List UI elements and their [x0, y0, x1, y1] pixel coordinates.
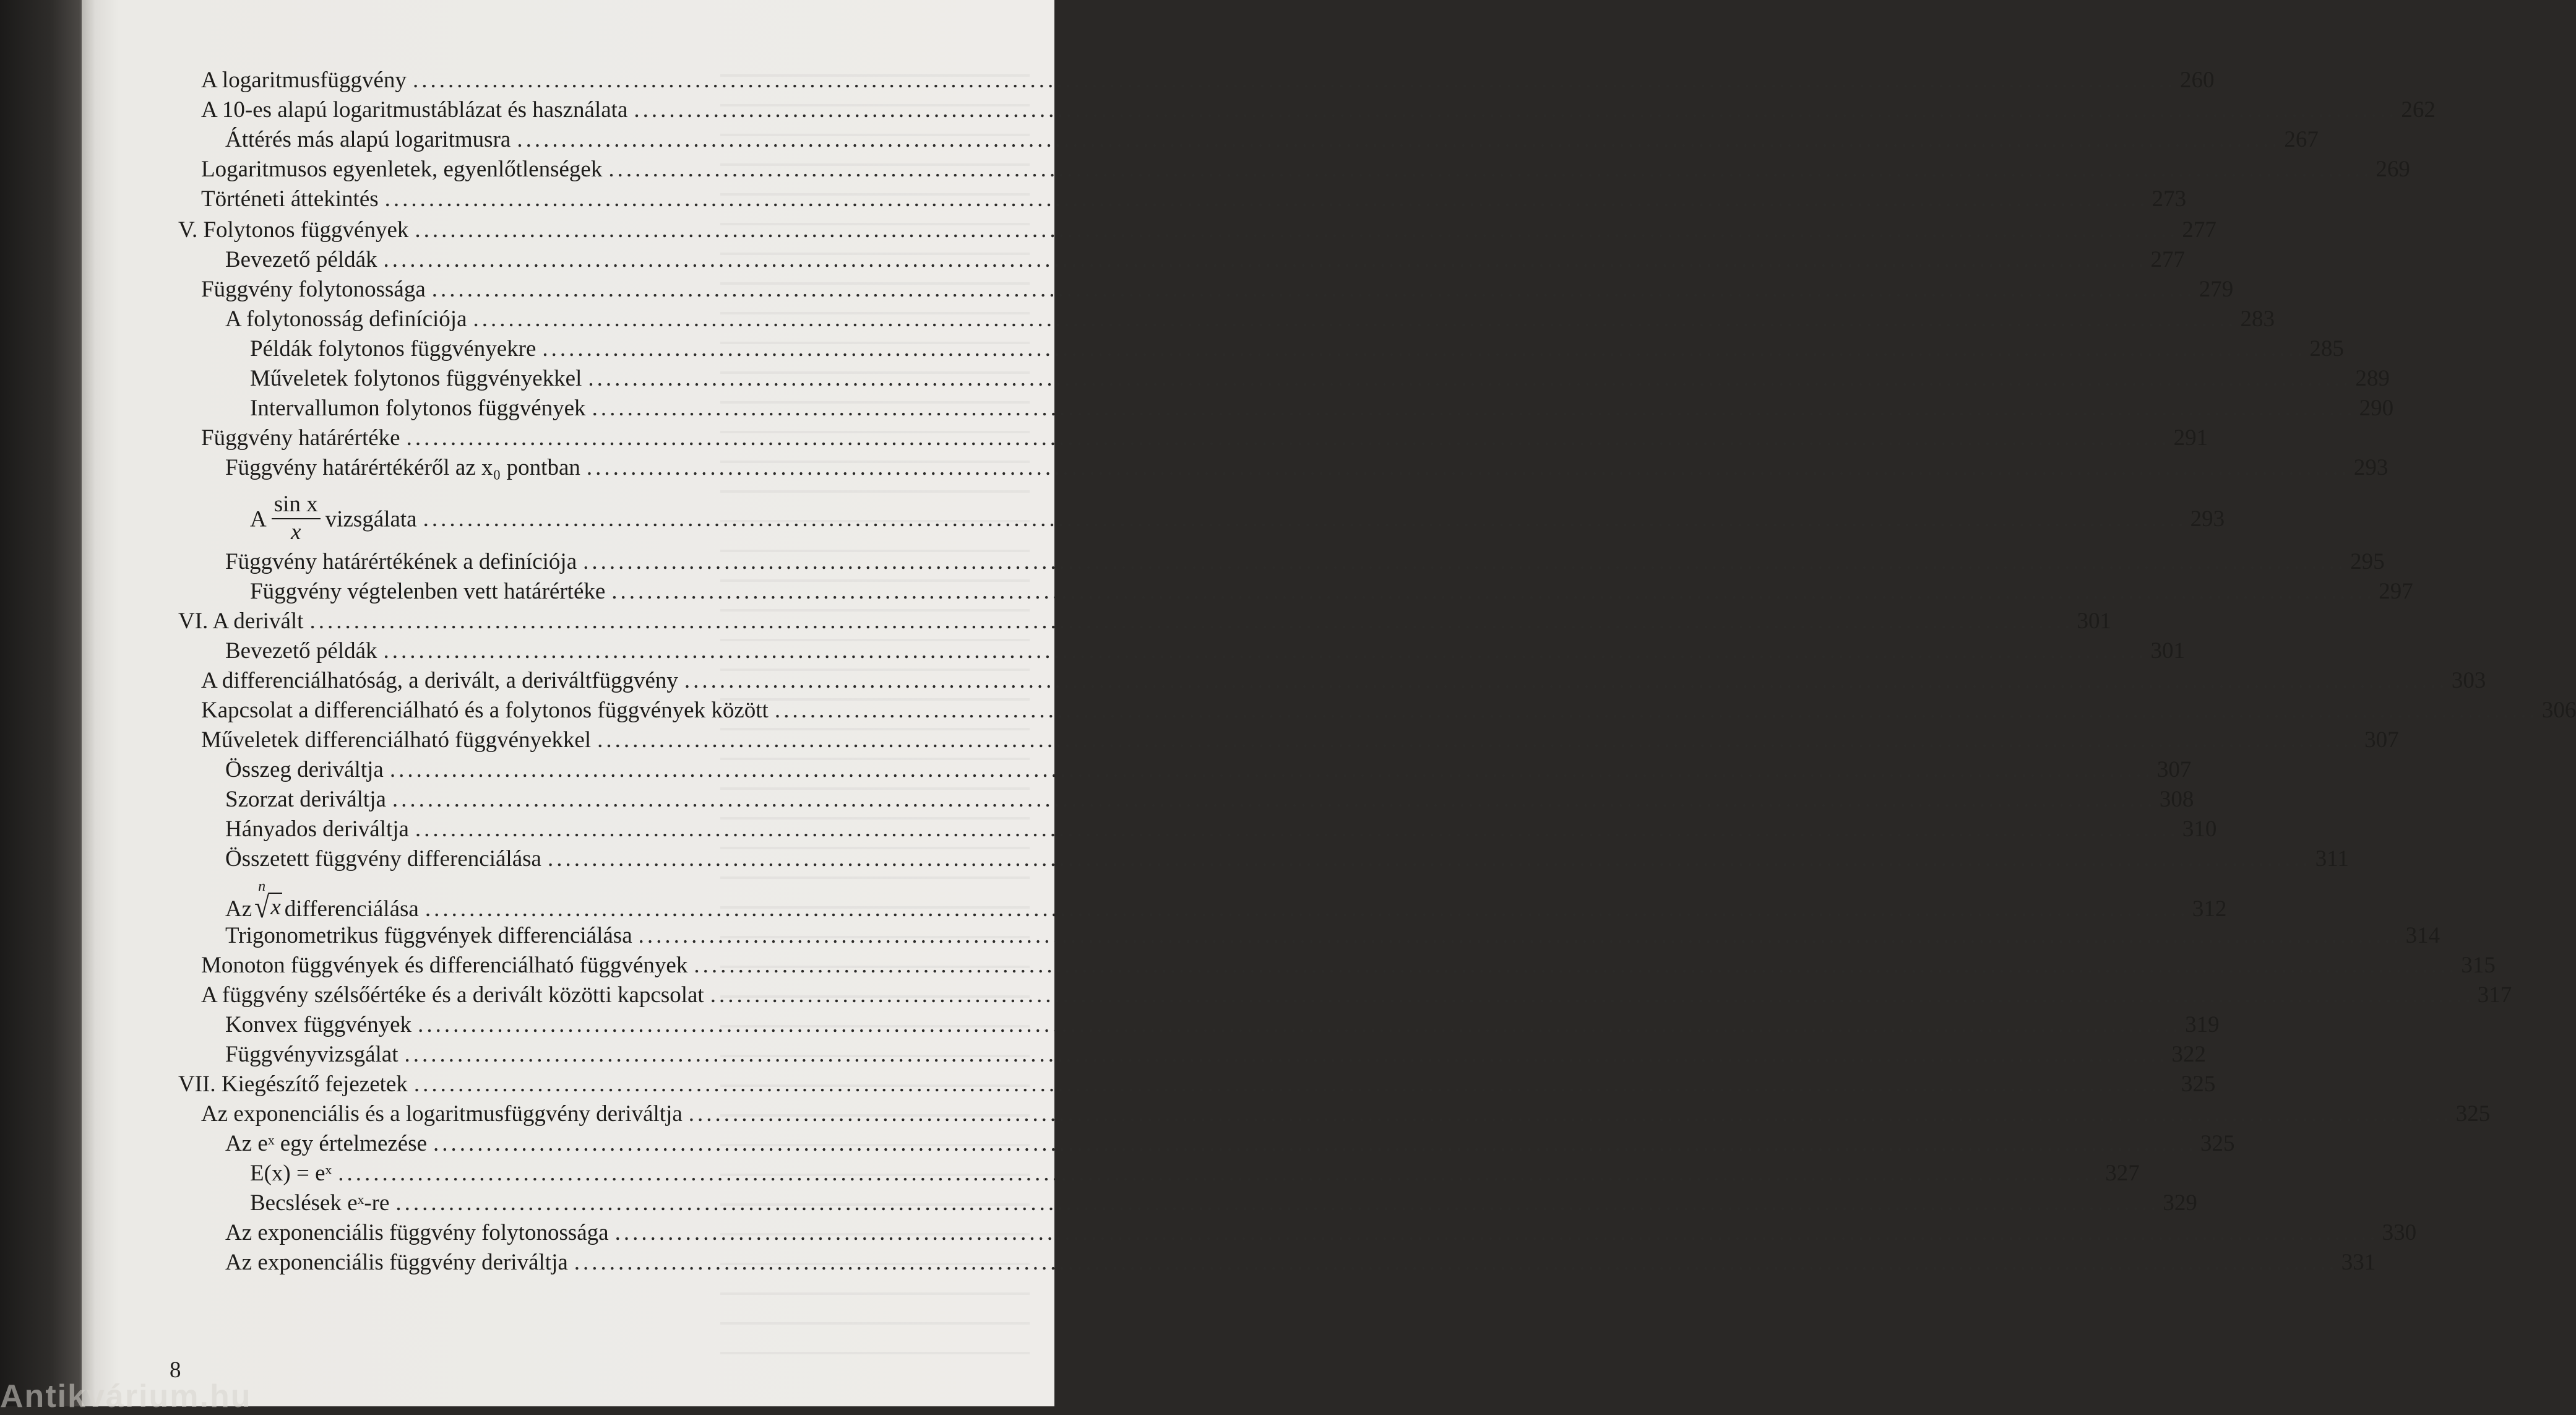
toc-entry-title: E(x) = eˣ: [250, 1161, 332, 1186]
toc-entry: [201, 1101, 2491, 1128]
toc-entry-title: Műveletek differenciálható függvényekkel: [201, 727, 592, 753]
toc-entry-page: 317: [2477, 982, 2512, 1008]
toc-entry-title: Függvény végtelenben vett határértéke: [250, 579, 606, 604]
leader-dots: ........................................................................................................................................................................................................: [412, 67, 2176, 93]
toc-entry: [201, 982, 2512, 1009]
toc-entry: [225, 306, 2275, 333]
toc-entry-page: 301: [2150, 638, 2186, 664]
leader-dots: ........................................................................................................................................................................................................: [413, 1071, 2178, 1097]
leader-dots: ........................................................................................................................................................................................................: [404, 1042, 2168, 1067]
toc-entry-title: A 10-es alapú logaritmustáblázat és használata: [201, 97, 628, 123]
leader-dots: ........................................................................................................................................................................................................: [688, 1101, 2452, 1127]
toc-entry-title: Műveletek folytonos függvényekkel: [250, 366, 582, 391]
toc-entry-page: 273: [2152, 186, 2187, 212]
fraction-denominator: x: [290, 519, 301, 545]
toc-entry-title: Történeti áttekintés: [201, 186, 379, 212]
leader-dots: ........................................................................................................................................................................................................: [415, 816, 2179, 842]
leader-dots: ........................................................................................................................................................................................................: [424, 896, 2189, 922]
toc-entry-page: 311: [2315, 846, 2349, 872]
toc-entry-title: Trigonometrikus függvények differenciálása: [225, 923, 632, 948]
toc-entry-page: 314: [2405, 923, 2440, 948]
leader-dots: ........................................................................................................................................................................................................: [614, 1220, 2379, 1245]
toc-entry: [225, 638, 2186, 665]
toc-entry: [225, 846, 2349, 873]
toc-entry: [201, 667, 2486, 695]
leader-dots: ........................................................................................................................................................................................................: [389, 757, 2153, 782]
toc-entry: [250, 1160, 2140, 1187]
leader-dots: ........................................................................................................................................................................................................: [592, 396, 2356, 421]
toc-entry: [201, 727, 2399, 754]
leader-dots: ........................................................................................................................................................................................................: [473, 306, 2237, 332]
toc-entry-page: 303: [2451, 668, 2486, 693]
leader-dots: ........................................................................................................................................................................................................: [608, 157, 2372, 182]
toc-entry: [201, 697, 2576, 724]
toc-entry: [225, 1249, 2376, 1276]
toc-entry-page: 293: [2190, 506, 2225, 532]
toc-entry-title: Az exponenciális és a logaritmusfüggvény deriváltja: [201, 1101, 683, 1127]
root-index: n: [258, 878, 266, 894]
toc-entry-title: Az eˣ egy értelmezése: [225, 1131, 428, 1156]
toc-entry: [250, 365, 2390, 392]
toc-entry: [225, 1219, 2417, 1247]
leader-dots: ........................................................................................................................................................................................................: [415, 217, 2179, 243]
toc-entry-page: 289: [2355, 366, 2390, 391]
toc-entry: [250, 335, 2344, 363]
toc-entry: [225, 548, 2385, 576]
toc-entry: [201, 156, 2410, 183]
toc-entry: [178, 608, 2111, 635]
toc-entry-title: Az exponenciális függvény folytonossága: [225, 1220, 609, 1245]
leader-dots: ........................................................................................................................................................................................................: [574, 1250, 2338, 1275]
toc-entry: [201, 276, 2234, 303]
toc-entry-page: 325: [2200, 1131, 2235, 1156]
toc-entry-page: 307: [2156, 757, 2192, 782]
toc-entry-title: [250, 491, 417, 547]
toc-entry-page: 285: [2309, 336, 2344, 361]
page-number: 8: [170, 1357, 181, 1383]
toc-entry: [225, 1130, 2235, 1158]
leader-dots: ........................................................................................................................................................................................................: [517, 127, 2281, 152]
toc-entry: [225, 922, 2440, 950]
toc-entry-page: 330: [2382, 1220, 2417, 1245]
toc-entry-page: 283: [2240, 306, 2275, 332]
leader-dots: ........................................................................................................................................................................................................: [774, 698, 2538, 723]
toc-entry: [201, 186, 2187, 213]
toc-entry-page: 260: [2179, 67, 2215, 93]
toc-entry: [250, 1190, 2197, 1217]
toc-entry: [225, 126, 2319, 154]
toc-entry-page: 291: [2173, 425, 2208, 451]
toc-entry: [250, 395, 2394, 422]
toc-entry-page: 325: [2455, 1101, 2491, 1127]
toc-entry-page: 322: [2171, 1042, 2207, 1067]
toc-entry-title: Bevezető példák: [225, 638, 377, 664]
leader-dots: ........................................................................................................................................................................................................: [383, 638, 2147, 664]
toc-entry: [225, 454, 2389, 482]
leader-dots: ........................................................................................................................................................................................................: [588, 366, 2352, 391]
toc-entry-title: Példák folytonos függvényekre: [250, 336, 536, 361]
toc-entry-title-suffix: vizsgálata: [325, 506, 417, 532]
radical-sign-icon: √: [254, 889, 270, 925]
toc-entry-title: VII. Kiegészítő fejezetek: [178, 1071, 408, 1097]
toc-entry-page: 319: [2185, 1012, 2220, 1037]
toc-entry-page: 262: [2401, 97, 2436, 123]
toc-entry: [225, 878, 2227, 925]
toc-entry-title: Szorzat deriváltja: [225, 787, 386, 812]
toc-entry-title: Áttérés más alapú logaritmusra: [225, 127, 511, 152]
toc-entry-title: Összetett függvény differenciálása: [225, 846, 541, 872]
toc-entry-title: Becslések eˣ-re: [250, 1190, 390, 1216]
leader-dots: ........................................................................................................................................................................................................: [710, 982, 2474, 1008]
toc-entry-title: Függvény határértéke: [201, 425, 400, 451]
leader-dots: ........................................................................................................................................................................................................: [383, 247, 2147, 272]
toc-entry-title-prefix: Az: [225, 896, 252, 922]
toc-entry-page: 312: [2192, 896, 2227, 922]
leader-dots: ........................................................................................................................................................................................................: [395, 1190, 2160, 1216]
toc-entry-title: Logaritmusos egyenletek, egyenlőtlenségek: [201, 157, 603, 182]
toc-entry-page: 293: [2353, 455, 2389, 480]
leader-dots: ........................................................................................................................................................................................................: [684, 668, 2448, 693]
toc-entry: [225, 1041, 2207, 1068]
toc-entry-page: 301: [2077, 608, 2111, 634]
toc-entry-page: 290: [2359, 396, 2394, 421]
toc-entry-page: 295: [2350, 549, 2385, 574]
leader-dots: ........................................................................................................................................................................................................: [418, 1012, 2182, 1037]
toc-entry-title: [225, 878, 419, 925]
toc-entry-title: Hányados deriváltja: [225, 816, 409, 842]
toc-entry-title: A függvény szélsőértéke és a derivált közötti kapcsolat: [201, 982, 704, 1008]
toc-entry-page: 267: [2284, 127, 2319, 152]
leader-dots: ........................................................................................................................................................................................................: [542, 336, 2306, 361]
leader-dots: ........................................................................................................................................................................................................: [406, 425, 2170, 451]
leader-dots: ........................................................................................................................................................................................................: [392, 787, 2156, 812]
leader-dots: ........................................................................................................................................................................................................: [634, 97, 2398, 123]
toc-entry-page: 306: [2541, 698, 2576, 723]
leader-dots: ........................................................................................................................................................................................................: [431, 277, 2195, 302]
leader-dots: ........................................................................................................................................................................................................: [423, 506, 2187, 532]
toc-entry-title: Monoton függvények és differenciálható függvények: [201, 953, 688, 978]
toc-entry-title: Függvény határértékének a definíciója: [225, 549, 577, 574]
toc-entry: [225, 756, 2192, 784]
toc-entry-title: Függvény határértékéről az x₀ pontban: [225, 455, 580, 480]
root-argument: x: [269, 893, 282, 921]
toc-entry-page: 315: [2461, 953, 2496, 978]
toc-entry-title: A differenciálhatóság, a derivált, a deriváltfüggvény: [201, 668, 678, 693]
toc-entry-page: 329: [2163, 1190, 2197, 1216]
toc-entry-page: 325: [2181, 1071, 2216, 1097]
leader-dots: ........................................................................................................................................................................................................: [694, 953, 2458, 978]
leader-dots: ........................................................................................................................................................................................................: [597, 727, 2361, 753]
toc-entry-title: Az exponenciális függvény deriváltja: [225, 1250, 568, 1275]
toc-entry-page: 277: [2182, 217, 2216, 243]
leader-dots: ........................................................................................................................................................................................................: [309, 608, 2074, 634]
leader-dots: ........................................................................................................................................................................................................: [384, 186, 2148, 212]
toc-entry-title-prefix: A: [250, 506, 267, 532]
toc-entry-page: 310: [2182, 816, 2217, 842]
toc-entry-page: 331: [2341, 1250, 2376, 1275]
toc-entry: [201, 67, 2215, 94]
toc-entry-page: 279: [2199, 277, 2234, 302]
fraction-numerator: sin x: [272, 493, 321, 519]
toc-entry-title-suffix: differenciálása: [284, 896, 419, 922]
toc-entry: [250, 578, 2413, 605]
leader-dots: ........................................................................................................................................................................................................: [583, 549, 2347, 574]
toc-entry-title: Függvényvizsgálat: [225, 1042, 398, 1067]
toc-entry: [178, 217, 2216, 244]
toc-entry-title: V. Folytonos függvények: [178, 217, 409, 243]
toc-entry: [178, 1071, 2216, 1098]
toc-entry: [225, 1011, 2220, 1039]
toc-entry-title: VI. A derivált: [178, 608, 304, 634]
toc-entry-title: Bevezető példák: [225, 247, 377, 272]
leader-dots: ........................................................................................................................................................................................................: [611, 579, 2376, 604]
toc-entry-title: Összeg deriváltja: [225, 757, 384, 782]
toc-entry-page: 277: [2150, 247, 2186, 272]
toc-entry: [225, 816, 2217, 843]
toc-entry: [201, 97, 2436, 124]
leader-dots: ........................................................................................................................................................................................................: [586, 455, 2350, 480]
leader-dots: ........................................................................................................................................................................................................: [638, 923, 2402, 948]
toc-entry-title: Függvény folytonossága: [201, 277, 426, 302]
toc-entry-title: Konvex függvények: [225, 1012, 412, 1037]
toc-entry: [225, 786, 2194, 813]
leader-dots: ........................................................................................................................................................................................................: [547, 846, 2311, 872]
toc-entry: [225, 246, 2186, 274]
nth-root: [254, 878, 282, 925]
toc-entry-title: A logaritmusfüggvény: [201, 67, 407, 93]
toc-entry-page: 308: [2159, 787, 2194, 812]
toc-entry-title: Intervallumon folytonos függvények: [250, 396, 586, 421]
watermark: Antikvárium.hu: [0, 1378, 252, 1414]
toc-entry: [250, 491, 2225, 547]
fraction: [272, 493, 321, 545]
toc-entry: [201, 425, 2208, 452]
toc-entry: [201, 952, 2496, 979]
toc-entry-page: 269: [2376, 157, 2410, 182]
toc-entry-title: Kapcsolat a differenciálható és a folytonos függvények között: [201, 698, 769, 723]
toc-entry-title: A folytonosság definíciója: [225, 306, 467, 332]
toc-entry-page: 327: [2105, 1161, 2140, 1186]
toc-entry-page: 307: [2364, 727, 2399, 753]
leader-dots: ........................................................................................................................................................................................................: [433, 1131, 2197, 1156]
toc-entry-page: 297: [2379, 579, 2413, 604]
leader-dots: ........................................................................................................................................................................................................: [338, 1161, 2102, 1186]
